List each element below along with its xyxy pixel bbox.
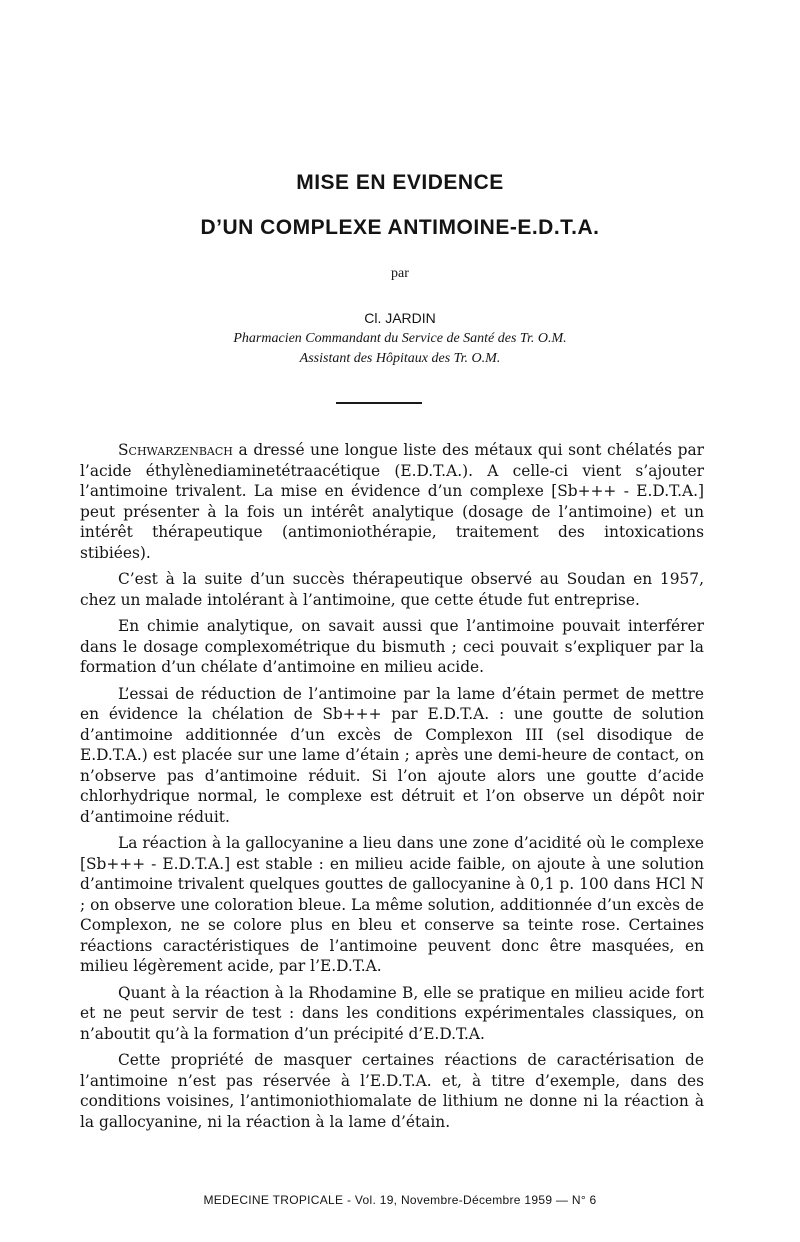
article-body <box>80 440 704 1138</box>
paragraph-6: Quant à la réaction à la Rhodamine B, elle se pratique en milieu acide fort et ne peut servir de test : dans les conditions expérimentales classiques, on n’aboutit qu’à la formation d’un précipité d’E.D.T.A. <box>80 983 704 1043</box>
paragraph-7: Cette propriété de masquer certaines réactions de caractérisation de l’antimoine n’est pas réservée à l’E.D.T.A. et, à titre d’exemple, dans des conditions voisines, l’antimoniothiomalate de lithium ne donne ni la réaction à la gallocyanine, ni la réaction à la lame d’étain. <box>80 1051 704 1131</box>
paragraph-1 <box>80 440 704 563</box>
paragraph-1-text: a dressé une longue liste des métaux qui sont chélatés par l’acide éthylènediaminetétraacétique (E.D.T.A.). A celle-ci vient s’ajouter l’antimoine trivalent. La mise en évidence d’un complexe [Sb+++ - E.D.T.A.] peut présenter à la fois un intérêt analytique (dosage de l’antimoine) et un intérêt thérapeutique (antimoniothérapie, traitement des intoxications stibiées). <box>80 441 704 562</box>
journal-footer: MEDECINE TROPICALE - Vol. 19, Novembre-Décembre 1959 — N° 6 <box>203 1193 597 1207</box>
paragraph-3: En chimie analytique, on savait aussi que l’antimoine pouvait interférer dans le dosage complexométrique du bismuth ; ceci pouvait s’expliquer par la formation d’un chélate d’antimoine en milieu acide. <box>80 617 704 676</box>
author-affiliation-1: Pharmacien Commandant du Service de Santé des Tr. O.M. <box>233 331 567 346</box>
author-name: Cl. JARDIN <box>364 310 436 326</box>
section-divider <box>336 402 422 404</box>
cited-author: Schwarzenbach <box>118 441 233 459</box>
title-line-2: D’UN COMPLEXE ANTIMOINE-E.D.T.A. <box>200 216 600 239</box>
paragraph-4: L’essai de réduction de l’antimoine par la lame d’étain permet de mettre en évidence la chélation de Sb+++ par E.D.T.A. : une goutte de solution d’antimoine additionnée d’un excès de Complexon III (sel disodique de E.D.T.A.) est placée sur une lame d’étain ; après une demi-heure de contact, on n’observe pas d’antimoine réduit. Si l’on ajoute alors une goutte d’acide chlorhydrique normal, le complexe est détruit et l’on observe un dépôt noir d’antimoine réduit. <box>80 684 704 826</box>
author-affiliation-2: Assistant des Hôpitaux des Tr. O.M. <box>299 351 501 366</box>
paragraph-5: La réaction à la gallocyanine a lieu dans une zone d’acidité où le complexe [Sb+++ - E.D.T.A.] est stable : en milieu acide faible, on ajoute à une solution d’antimoine trivalent quelques gouttes de gallocyanine à 0,1 p. 100 dans HCl N ; on observe une coloration bleue. La même solution, additionnée d’un excès de Complexon, ne se colore plus en bleu et conserve sa teinte rose. Certaines réactions caractéristiques de l’antimoine peuvent donc être masquées, en milieu légèrement acide, par l’E.D.T.A. <box>80 834 704 975</box>
by-line: par <box>391 266 409 281</box>
title-line-1: MISE EN EVIDENCE <box>296 171 504 194</box>
paragraph-2: C’est à la suite d’un succès thérapeutique observé au Soudan en 1957, chez un malade intolérant à l’antimoine, que cette étude fut entreprise. <box>80 570 704 609</box>
